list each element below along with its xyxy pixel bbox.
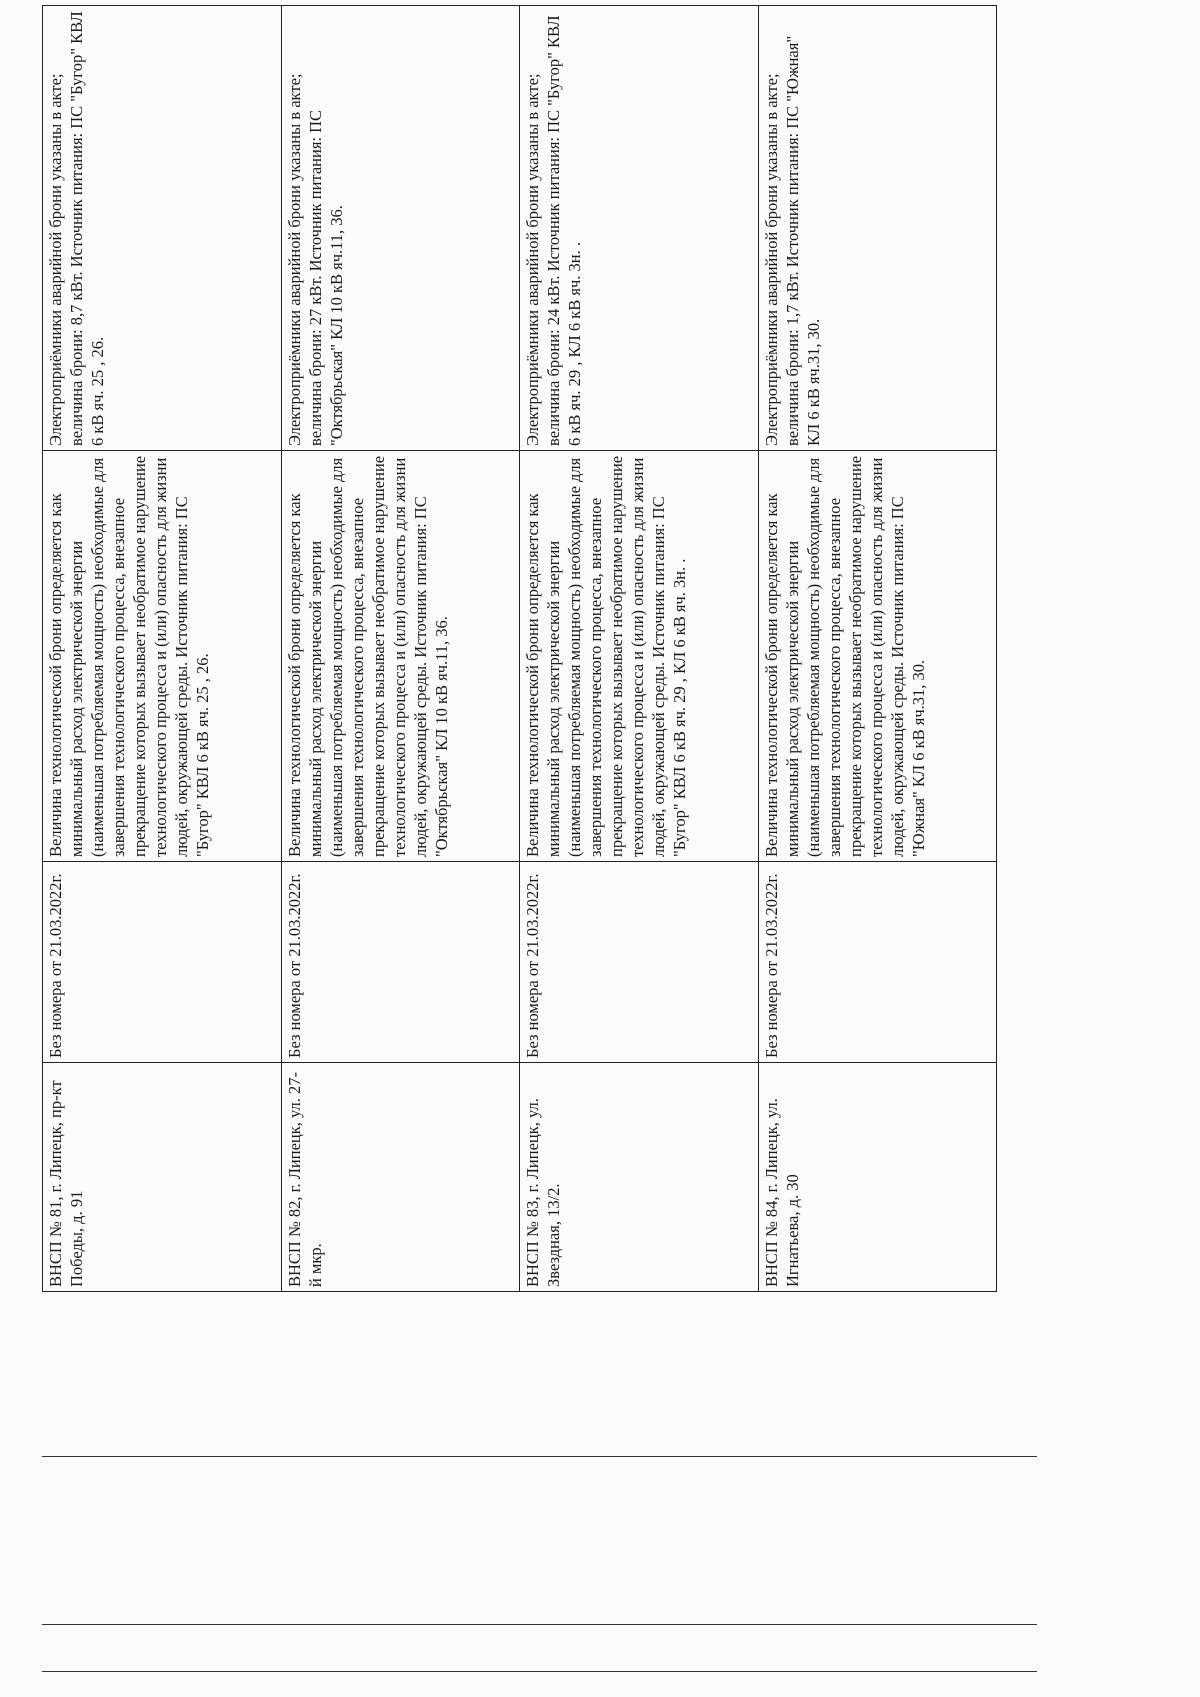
emergency-reserve-cell: Электроприёмники аварийной брони указаны в акте; величина брони: 24 кВт. Источник питания: ПС "Бугор" КВЛ 6 кВ яч. 29 , КЛ 6 кВ яч. 3н. .	[520, 6, 759, 451]
object-cell: ВНСП № 84, г. Липецк, ул. Игнатьева, д. 30	[758, 1063, 997, 1292]
tech-reserve-cell: Величина технологической брони определяется как минимальный расход электрической энергии (наименьшая потребляемая мощность) необходимые для завершения технологического процесса, внезапное прекращение которых вызывает необратимое нарушение технологического процесса и (или) опасность для жизни людей, окружающей среды. Источник питания: ПС "Бугор" КВЛ 6 кВ яч. 25 , 26.	[43, 451, 282, 862]
table-row	[758, 6, 997, 1292]
reservation-table	[42, 5, 997, 1292]
emergency-reserve-cell: Электроприёмники аварийной брони указаны в акте; величина брони: 8,7 кВт. Источник питания: ПС "Бугор" КВЛ 6 кВ яч. 25 , 26.	[43, 6, 282, 451]
reservation-table-rotated	[42, 11, 997, 1292]
object-cell: ВНСП № 81, г. Липецк, пр-кт Победы, д. 91	[43, 1063, 282, 1292]
object-cell: ВНСП № 83, г. Липецк, ул. Звездная, 13/2.	[520, 1063, 759, 1292]
act-cell: Без номера от 21.03.2022г.	[281, 862, 520, 1063]
tech-reserve-cell: Величина технологической брони определяется как минимальный расход электрической энергии (наименьшая потребляемая мощность) необходимые для завершения технологического процесса, внезапное прекращение которых вызывает необратимое нарушение технологического процесса и (или) опасность для жизни людей, окружающей среды. Источник питания: ПС "Южная" КЛ 6 кВ яч.31, 30.	[758, 451, 997, 862]
horizontal-rule	[42, 1671, 1037, 1672]
emergency-reserve-cell: Электроприёмники аварийной брони указаны в акте; величина брони: 1,7 кВт. Источник питания: ПС "Южная" КЛ 6 кВ яч.31, 30.	[758, 6, 997, 451]
horizontal-rule	[42, 1456, 1037, 1457]
table-row	[281, 6, 520, 1292]
horizontal-rule	[42, 1624, 1037, 1625]
act-cell: Без номера от 21.03.2022г.	[43, 862, 282, 1063]
tech-reserve-cell: Величина технологической брони определяется как минимальный расход электрической энергии (наименьшая потребляемая мощность) необходимые для завершения технологического процесса, внезапное прекращение которых вызывает необратимое нарушение технологического процесса и (или) опасность для жизни людей, окружающей среды. Источник питания: ПС "Бугор" КВЛ 6 кВ яч. 29 , КЛ 6 кВ яч. 3н. .	[520, 451, 759, 862]
emergency-reserve-cell: Электроприёмники аварийной брони указаны в акте; величина брони: 27 кВт. Источник питания: ПС "Октябрьская" КЛ 10 кВ яч.11, 36.	[281, 6, 520, 451]
table-row	[43, 6, 282, 1292]
act-cell: Без номера от 21.03.2022г.	[520, 862, 759, 1063]
object-cell: ВНСП № 82, г. Липецк, ул. 27-й мкр.	[281, 1063, 520, 1292]
tech-reserve-cell: Величина технологической брони определяется как минимальный расход электрической энергии (наименьшая потребляемая мощность) необходимые для завершения технологического процесса, внезапное прекращение которых вызывает необратимое нарушение технологического процесса и (или) опасность для жизни людей, окружающей среды. Источник питания: ПС "Октябрьская" КЛ 10 кВ яч.11, 36.	[281, 451, 520, 862]
act-cell: Без номера от 21.03.2022г.	[758, 862, 997, 1063]
table-row	[520, 6, 759, 1292]
